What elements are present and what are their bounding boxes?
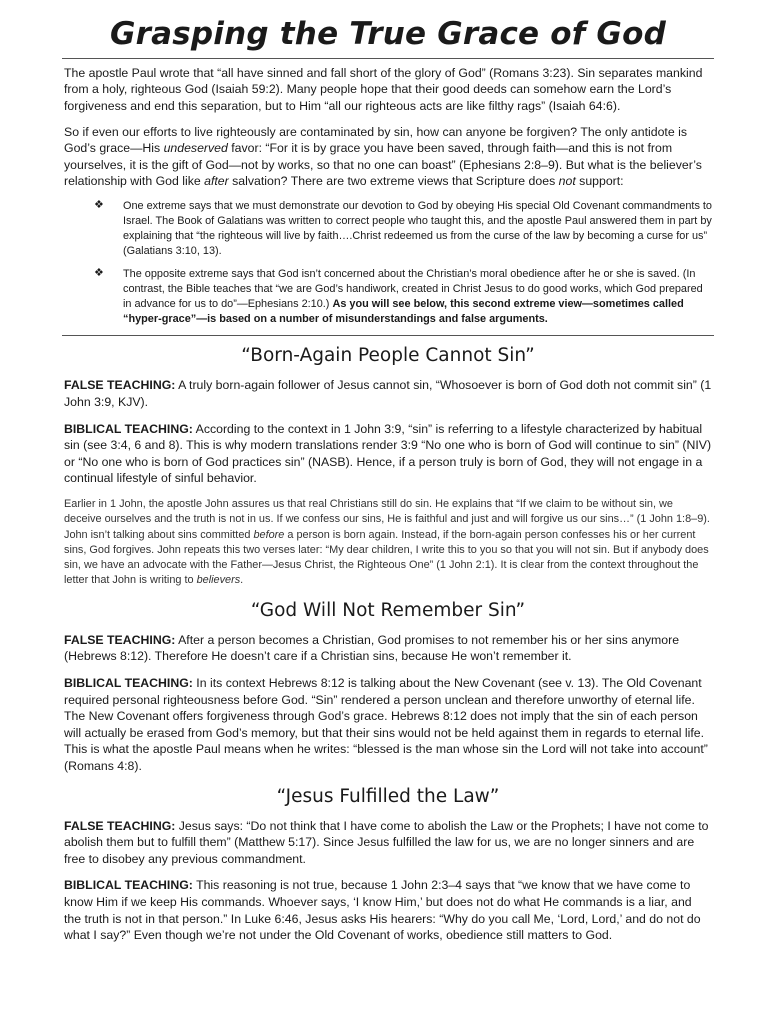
intro-p2-emphasis-not: not xyxy=(558,174,576,189)
false-teaching-text: Jesus says: “Do not think that I have come to abolish the Law or the Prophets; I have not come to abolish them but to fulfill them” (Matthew 5:17). Since Jesus fulfilled the law for us, we are no longer sinners and are free to disobey any previous commandment. xyxy=(64,818,709,866)
intro-p2-text-d: support: xyxy=(575,174,624,189)
biblical-teaching-label: BIBLICAL TEACHING: xyxy=(64,878,193,893)
false-teaching-text: After a person becomes a Christian, God promises to not remember his or her sins anymore (Hebrews 8:12). Therefore He doesn’t care if a Christian sins, because He won’t remember it. xyxy=(64,632,680,664)
false-teaching-text: A truly born-again follower of Jesus cannot sin, “Whosoever is born of God doth not commit sin” (1 John 3:9, KJV). xyxy=(64,378,712,410)
supporting-paragraph xyxy=(64,497,712,589)
bullet-bold-text: As you will see below, this second extreme view—sometimes called “hyper-grace”—is based on a number of misunderstandings and false arguments. xyxy=(123,298,684,326)
false-teaching-label: FALSE TEACHING: xyxy=(64,378,176,393)
biblical-teaching-label: BIBLICAL TEACHING: xyxy=(64,421,193,436)
supporting-text-a: Earlier in 1 John, the apostle John assures us that real Christians still do sin. He explains that “If we claim to be without sin, we deceive ourselves and the truth is not in us. If we confess our sins, He is faithful and just and will forgive us our sins…” (1 John 1:8–9). John isn’t talking about sins committed xyxy=(64,498,710,541)
biblical-teaching-text: According to the context in 1 John 3:9, “sin” is referring to a lifestyle characterized by habitual sin (see 3:4, 6 and 8). This is why modern translations render 3:9 “No one who is born of God will continue to sin” (NIV) or “No one who is born of God practices sin” (NASB). Hence, if a person truly is born of God, they will not engage in a continual lifestyle of sinful behavior. xyxy=(64,421,712,486)
intro-p2-text-c: salvation? There are two extreme views that Scripture does xyxy=(228,174,559,189)
intro-paragraph-1: The apostle Paul wrote that “all have sinned and fall short of the glory of God” (Romans 3:23). Sin separates mankind from a holy, righteous God (Isaiah 59:2). Many people hope that their good deeds can somehow earn the Lord’s forgiveness and end this separation, but to Him “all our righteous acts are like filthy rags” (Isaiah 64:6). xyxy=(64,65,703,113)
bullet-text: The opposite extreme says that God isn’t concerned about the Christian’s moral obedience after he or she is saved. (In contrast, the Bible teaches that “we are God’s handiwork, created in Christ Jesus to do good works, which God prepared in advance for us to do”—Ephesians 2:10.) xyxy=(123,268,703,311)
false-teaching-label: FALSE TEACHING: xyxy=(64,818,176,833)
intro-p2-emphasis-undeserved: undeserved xyxy=(163,141,228,156)
section-heading: “Jesus Fulfilled the Law” xyxy=(276,785,500,807)
false-teaching-paragraph xyxy=(64,377,712,410)
section-heading: “God Will Not Remember Sin” xyxy=(250,599,526,621)
section-heading: “Born-Again People Cannot Sin” xyxy=(241,345,535,367)
supporting-text-b: a person is born again. Instead, if the born-again person confesses his or her current sins, God forgives. John repeats this two verses later: “My dear children, I write this to you so that you will not sin. But if anybody does sin, we have an advocate with the Father—Jesus Christ, the Righteous One” (1 John 2:1). It is clear from the context throughout the letter that John is writing to xyxy=(64,528,709,587)
false-teaching-label: FALSE TEACHING: xyxy=(64,632,176,647)
bullet-text: One extreme says that we must demonstrate our devotion to God by obeying His special Old Covenant commandments to Israel. The Book of Galatians was written to correct people who taught this, and the apostle Paul answered them in part by explaining that “the righteous will live by faith….Christ redeemed us from the curse of the law by becoming a curse for us” (Galatians 3:10, 13). xyxy=(123,199,712,258)
section-born-again xyxy=(64,344,712,588)
intro-p2-text-a: So if even our efforts to live righteously are contaminated by sin, how can anyone be forgiven? The only antidote is God’s grace—His xyxy=(64,124,687,156)
diamond-bullet-icon: ❖ xyxy=(94,198,104,211)
biblical-teaching-text: In its context Hebrews 8:12 is talking about the New Covenant (see v. 13). The Old Covenant required personal righteousness before God. “Sin” rendered a person unclean and therefore unworthy of eternal life. The New Covenant offers forgiveness through God’s grace. Hebrews 8:12 does not imply that the sin of each person will actually be erased from God’s memory, but that their sins would not be held against them in regards to eternal life. This is what the apostle Paul means when he writes: “blessed is the man whose sin the Lord will not take into account” (Romans 4:8). xyxy=(64,675,708,773)
biblical-teaching-paragraph xyxy=(64,877,712,943)
title-divider xyxy=(62,58,714,59)
supporting-emphasis-before: before xyxy=(253,528,285,541)
false-teaching-paragraph xyxy=(64,818,712,868)
false-teaching-paragraph xyxy=(64,632,712,665)
section-fulfilled-law xyxy=(64,785,712,944)
biblical-teaching-label: BIBLICAL TEACHING: xyxy=(64,675,193,690)
biblical-teaching-paragraph xyxy=(64,421,712,487)
intro-p2-text-b: favor: “For it is by grace you have been saved, through faith—and this is not from yourselves, it is the gift of God—not by works, so that no one can boast” (Ephesians 2:8–9). But what is the believer’s relationship with God like xyxy=(64,141,702,189)
intro-p2-emphasis-after: after xyxy=(204,174,229,189)
supporting-text-c: . xyxy=(240,574,244,587)
intro-section xyxy=(64,65,712,328)
extreme-views-list xyxy=(64,199,712,327)
biblical-teaching-paragraph xyxy=(64,675,712,775)
supporting-emphasis-believers: believers xyxy=(196,574,241,587)
diamond-bullet-icon: ❖ xyxy=(94,267,104,280)
document-title: Grasping the True Grace of God xyxy=(110,16,666,52)
list-item xyxy=(64,199,712,259)
biblical-teaching-text: This reasoning is not true, because 1 John 2:3–4 says that “we know that we have come to know Him if we keep His commands. Whoever says, ‘I know Him,’ but does not do what He commands is a liar, and the truth is not in that person.” In Luke 6:46, Jesus asks His hearers: “Why do you call Me, ‘Lord, Lord,’ and do not do what I say?” Even though we’re not under the Old Covenant of works, obedience still matters to God. xyxy=(64,878,701,943)
intro-paragraph-2 xyxy=(64,124,712,190)
section-remember-sin xyxy=(64,599,712,775)
list-item xyxy=(64,267,712,327)
section-divider xyxy=(62,335,714,336)
